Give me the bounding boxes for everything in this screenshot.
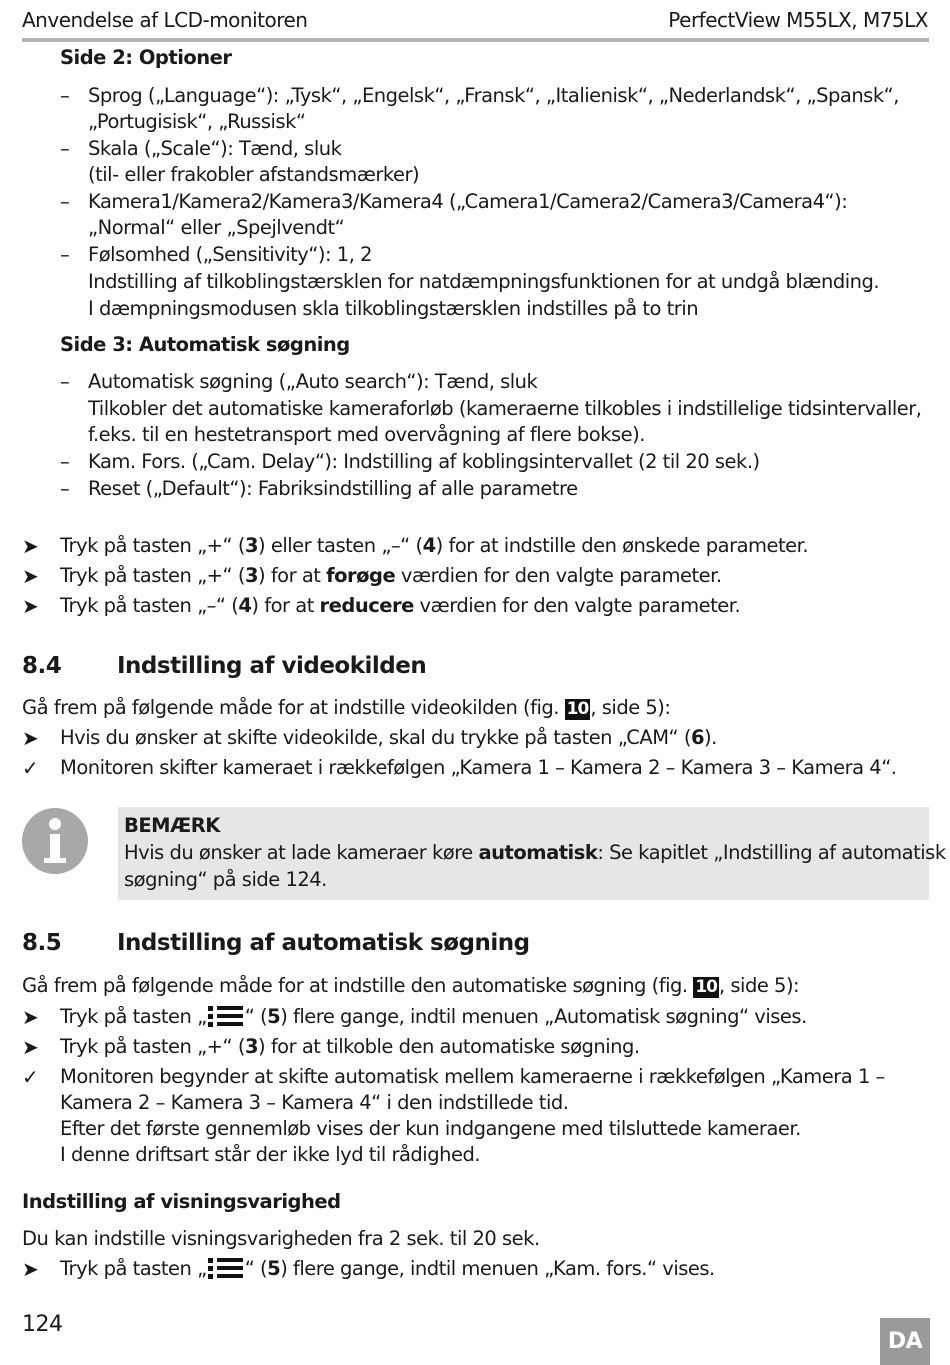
step-arrow: ➤ [22,564,39,588]
figure-ref-badge: 10 [566,699,589,719]
list-dash: – [60,190,70,213]
step-open-cam-delay-menu: Tryk på tasten „ “ (5) flere gange, indtil menuen „Kam. fors.“ vises. [60,1257,715,1280]
step-arrow: ➤ [22,1257,39,1281]
list-item-text: Reset („Default“): Fabriksindstilling af alle parametre [88,477,578,500]
list-dash: – [60,370,70,393]
running-header-left: Anvendelse af LCD-monitoren [22,8,308,32]
figure-ref-badge: 10 [695,977,717,997]
list-item-text: Tilkobler det automatiske kameraforløb (kameraerne tilkobles i indstillelige tidsintervaller, [88,397,922,420]
subheading-display-duration: Indstilling af visningsvarighed [22,1190,341,1213]
step-increase-value: Tryk på tasten „+“ (3) for at forøge værdien for den valgte parameter. [60,564,722,587]
language-badge: DA [880,1318,930,1365]
list-item-text: Automatisk søgning („Auto search“): Tænd, sluk [88,370,538,393]
subheading-page2: Side 2: Optioner [60,46,232,69]
section-title-8-4: Indstilling af videokilden [117,653,427,679]
note-text: søgning“ på side 124. [124,868,327,891]
header-rule [22,38,929,42]
section-intro-8-5: Gå frem på følgende måde for at indstille den automatiske søgning (fig. 10 , side 5): [22,974,800,997]
list-item-text: „Portugisisk“, „Russisk“ [88,110,306,133]
result-check: ✓ [22,756,39,780]
list-dash: – [60,243,70,266]
menu-icon [208,1257,244,1279]
section-title-8-5: Indstilling af automatisk søgning [117,930,530,956]
result-text: Monitoren skifter kameraet i rækkefølgen „Kamera 1 – Kamera 2 – Kamera 3 – Kamera 4“. [60,756,897,779]
list-dash: – [60,450,70,473]
info-icon [22,808,88,874]
section-number-8-4: 8.4 [22,653,62,679]
step-open-auto-search-menu: Tryk på tasten „ “ (5) flere gange, indtil menuen „Automatisk søgning“ vises. [60,1005,807,1028]
result-text: Kamera 2 – Kamera 3 – Kamera 4“ i den indstillede tid. [60,1091,569,1114]
list-item-text: I dæmpningsmodusen skla tilkoblingstærsklen indstilles på to trin [88,297,699,320]
step-select-parameter: Tryk på tasten „+“ (3) eller tasten „–“ (4) for at indstille den ønskede parameter. [60,534,809,557]
step-arrow: ➤ [22,1005,39,1029]
menu-icon [208,1005,244,1027]
section-number-8-5: 8.5 [22,930,62,956]
display-intro: Du kan indstille visningsvarigheden fra 2 sek. til 20 sek. [22,1227,540,1250]
list-item-text: f.eks. til en hestetransport med overvågning af flere bokse). [88,423,645,446]
result-check: ✓ [22,1065,39,1089]
result-text: Monitoren begynder at skifte automatisk mellem kameraerne i rækkefølgen „Kamera 1 – [60,1065,885,1088]
list-dash: – [60,137,70,160]
list-item-text: Indstilling af tilkoblingstærsklen for natdæmpningsfunktionen for at undgå blænding. [88,270,880,293]
list-item-text: Sprog („Language“): „Tysk“, „Engelsk“, „Fransk“, „Italienisk“, „Nederlandsk“, „Spansk“, [88,84,899,107]
step-enable-auto-search: Tryk på tasten „+“ (3) for at tilkoble den automatiske søgning. [60,1035,640,1058]
result-text: I denne driftsart står der ikke lyd til rådighed. [60,1143,481,1166]
running-header-right: PerfectView M55LX, M75LX [668,8,928,32]
step-arrow: ➤ [22,726,39,750]
page-number: 124 [22,1312,63,1337]
step-arrow: ➤ [22,534,39,558]
step-switch-source: Hvis du ønsker at skifte videokilde, skal du trykke på tasten „CAM“ (6). [60,726,717,749]
list-dash: – [60,477,70,500]
list-item-text: (til- eller frakobler afstandsmærker) [88,163,420,186]
list-item-text: Kam. Fors. („Cam. Delay“): Indstilling af koblingsintervallet (2 til 20 sek.) [88,450,760,473]
result-text: Efter det første gennemløb vises der kun indgangene med tilsluttede kameraer. [60,1117,801,1140]
list-item-text: Følsomhed („Sensitivity“): 1, 2 [88,243,372,266]
section-intro-8-4: Gå frem på følgende måde for at indstille videokilden (fig. 10 , side 5): [22,696,671,719]
step-arrow: ➤ [22,1035,39,1059]
note-title: BEMÆRK [124,814,220,837]
note-text: Hvis du ønsker at lade kameraer køre automatisk: Se kapitlet „Indstilling af automatisk [124,841,946,864]
list-item-text: „Normal“ eller „Spejlvendt“ [88,216,345,239]
subheading-page3: Side 3: Automatisk søgning [60,333,350,356]
list-item-text: Kamera1/Kamera2/Kamera3/Kamera4 („Camera1/Camera2/Camera3/Camera4“): [88,190,848,213]
step-decrease-value: Tryk på tasten „–“ (4) for at reducere værdien for den valgte parameter. [60,594,741,617]
list-dash: – [60,84,70,107]
list-item-text: Skala („Scale“): Tænd, sluk [88,137,342,160]
step-arrow: ➤ [22,594,39,618]
